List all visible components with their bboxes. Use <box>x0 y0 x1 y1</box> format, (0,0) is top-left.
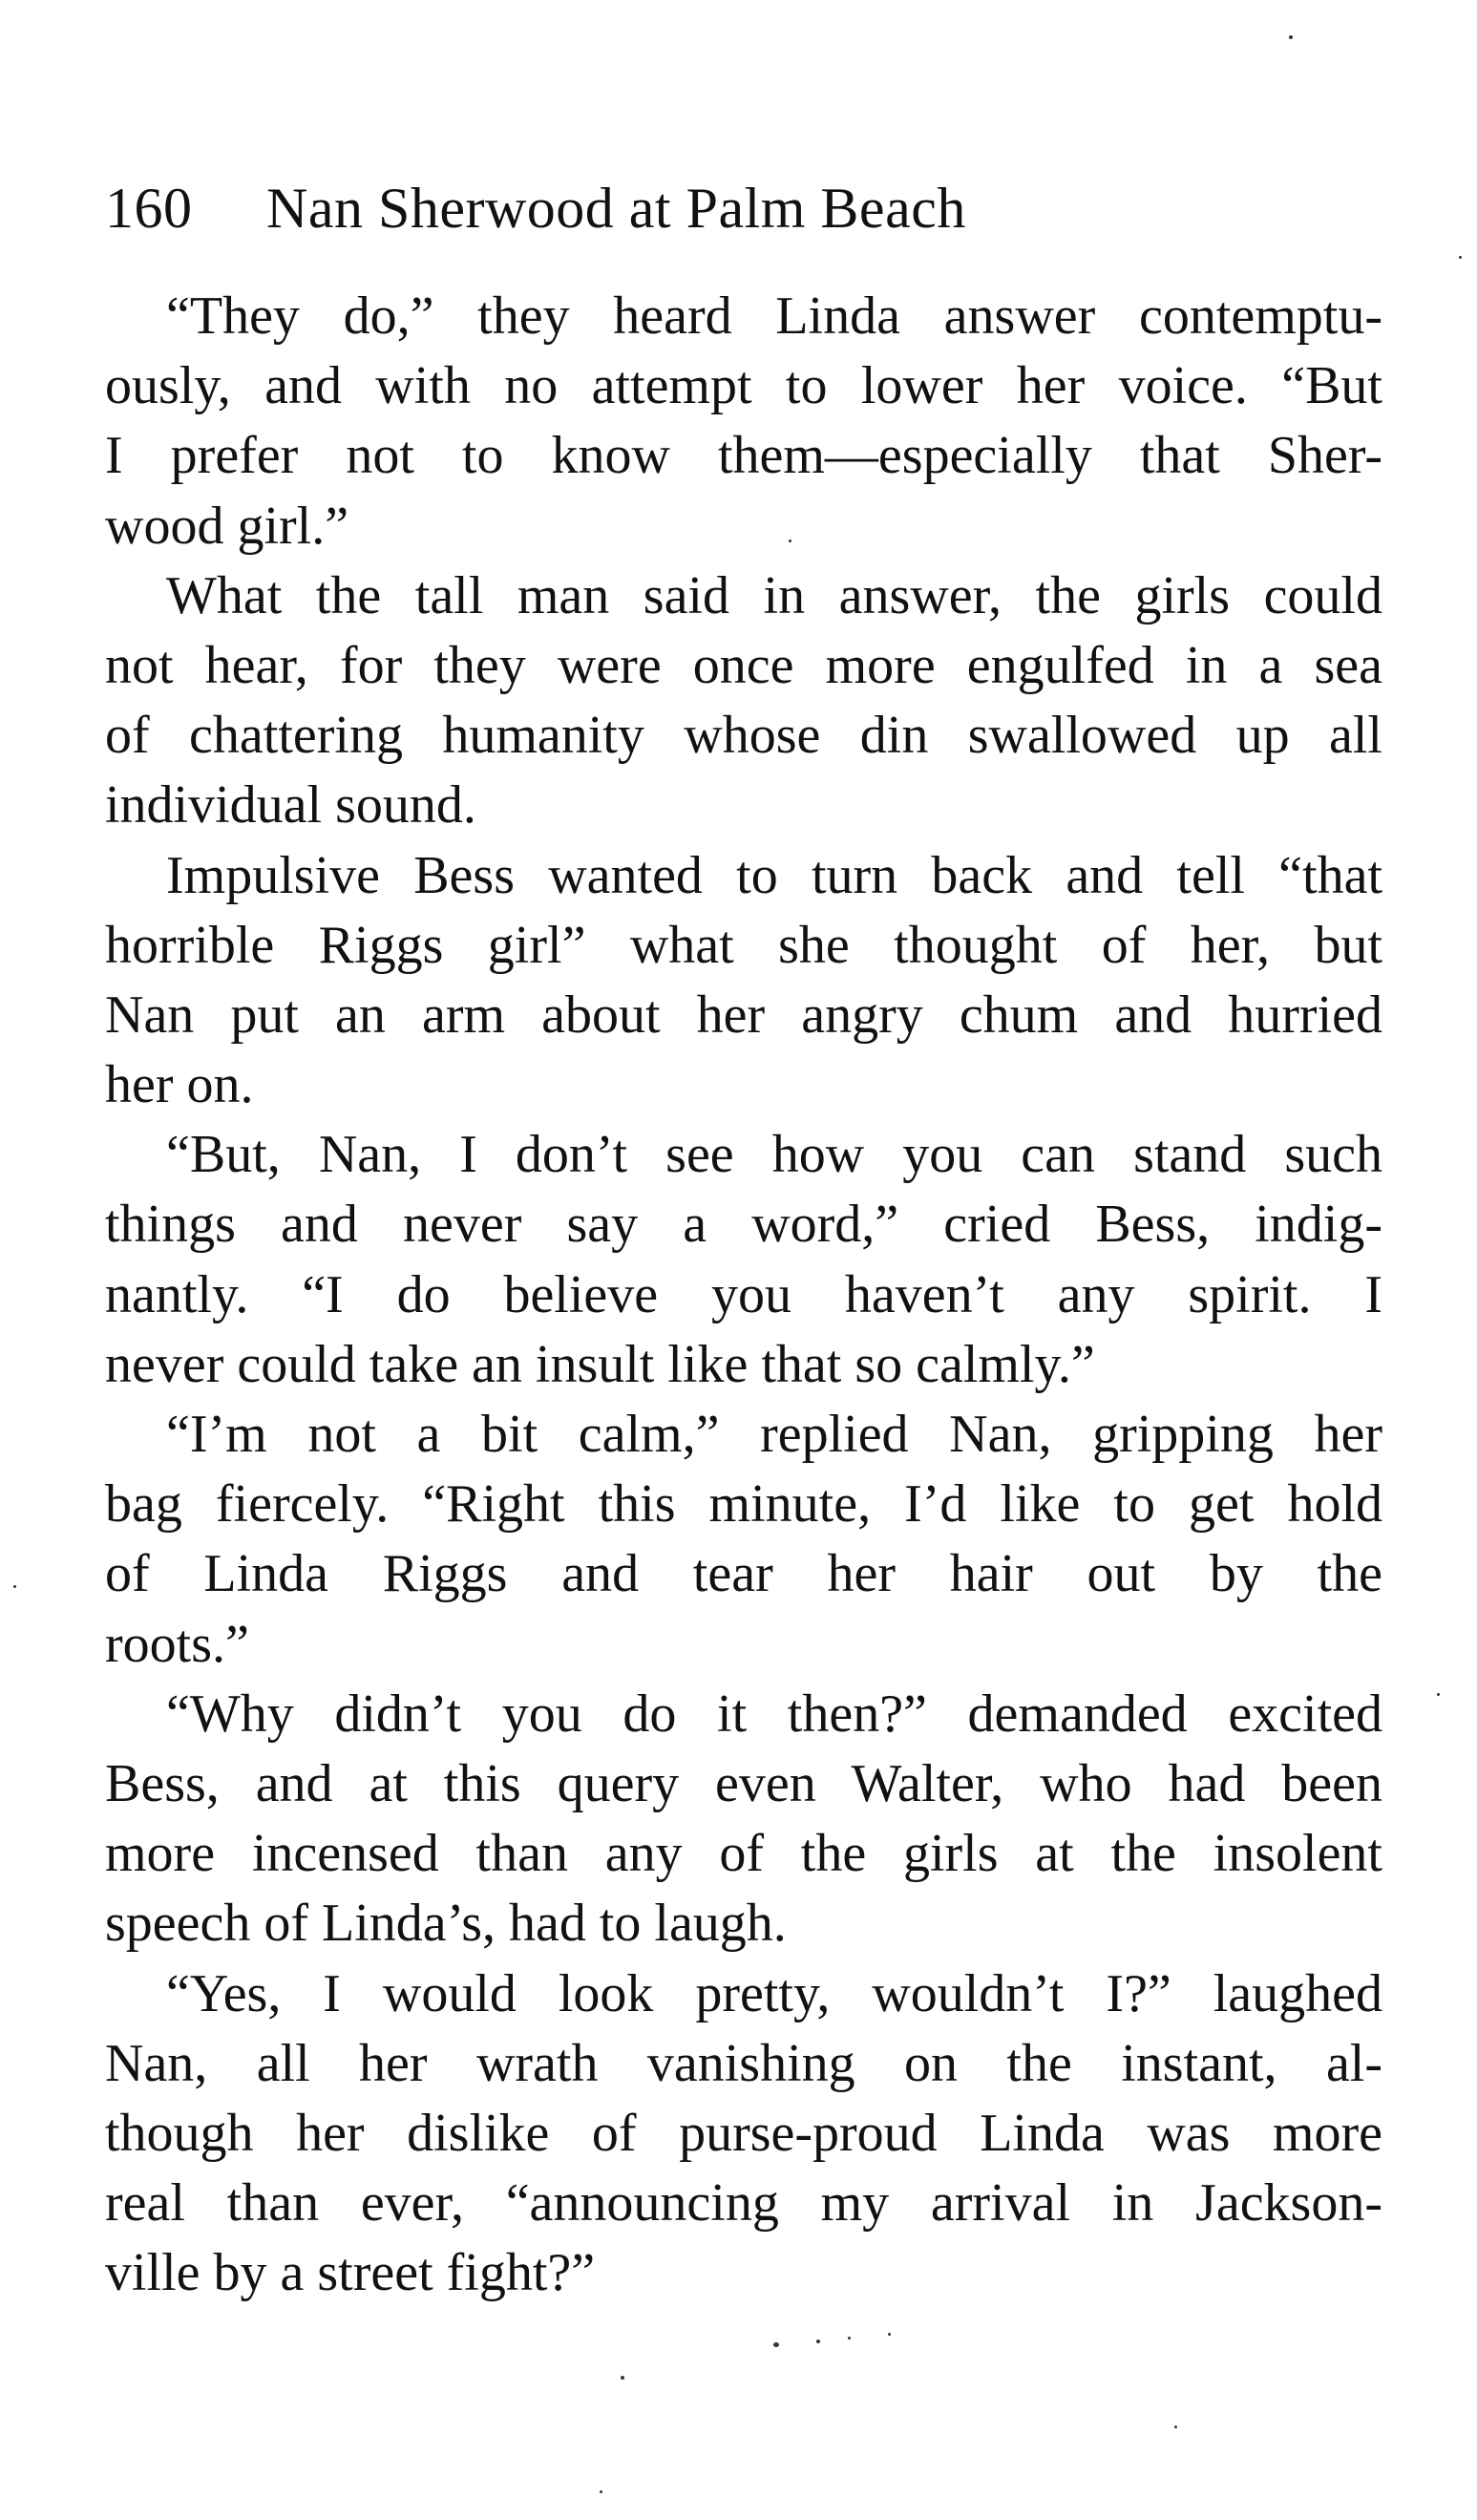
text-line: “But, Nan, I don’t see how you can stand such <box>166 1125 1382 1185</box>
scan-speck <box>773 2342 779 2347</box>
text-line: things and never say a word,” cried Bess, indig- <box>105 1195 1382 1255</box>
text-line: nantly. “I do believe you haven’t any spirit. I <box>105 1264 1382 1324</box>
paragraph-5 <box>105 1400 1382 1680</box>
running-head-title: Nan Sherwood at Palm Beach <box>266 177 966 240</box>
text-line: speech of Linda’s, had to laugh. <box>105 1894 787 1954</box>
text-line: Nan, all her wrath vanishing on the instant, al- <box>105 2033 1382 2093</box>
body-text <box>105 282 1382 2308</box>
text-line: of Linda Riggs and tear her hair out by the <box>105 1544 1382 1604</box>
scan-speck <box>1174 2425 1177 2428</box>
text-line: never could take an insult like that so calmly.” <box>105 1334 1095 1394</box>
scan-speck <box>1459 256 1462 259</box>
text-line: Nan put an arm about her angry chum and hurried <box>105 985 1382 1045</box>
text-line: more incensed than any of the girls at the insolent <box>105 1824 1382 1884</box>
text-line: wood girl.” <box>105 496 349 556</box>
scan-speck <box>600 2490 602 2493</box>
text-line: “I’m not a bit calm,” replied Nan, gripping her <box>166 1405 1382 1464</box>
paragraph-4 <box>105 1120 1382 1400</box>
text-line: “They do,” they heard Linda answer contemptu- <box>166 286 1382 346</box>
scan-speck <box>789 540 791 542</box>
text-line: Bess, and at this query even Walter, who had been <box>105 1753 1382 1813</box>
text-line: of chattering humanity whose din swallowed up all <box>105 706 1382 766</box>
text-line: individual sound. <box>105 775 476 836</box>
text-line: horrible Riggs girl” what she thought of her, but <box>105 915 1382 975</box>
text-line: bag fiercely. “Right this minute, I’d like to get hold <box>105 1474 1382 1535</box>
paragraph-6 <box>105 1680 1382 1959</box>
page-number: 160 <box>105 177 193 240</box>
paragraph-1 <box>105 282 1382 561</box>
text-line: her on. <box>105 1055 254 1115</box>
scan-speck <box>13 1585 16 1588</box>
text-line: though her dislike of purse-proud Linda was more <box>105 2103 1382 2163</box>
scan-speck <box>816 2340 820 2343</box>
text-line: “Why didn’t you do it then?” demanded excited <box>166 1684 1382 1744</box>
text-line: roots.” <box>105 1614 249 1674</box>
text-line: Impulsive Bess wanted to turn back and tell “that <box>166 845 1382 905</box>
text-line: real than ever, “announcing my arrival in Jackson- <box>105 2173 1382 2234</box>
scan-speck <box>1437 1693 1440 1696</box>
scan-speck <box>1289 35 1293 39</box>
paragraph-3 <box>105 841 1382 1121</box>
text-line: not hear, for they were once more engulfed in a sea <box>105 635 1382 695</box>
text-line: “Yes, I would look pretty, wouldn’t I?” laughed <box>166 1963 1382 2023</box>
scan-speck <box>621 2376 624 2380</box>
running-head <box>105 170 1375 246</box>
text-line: I prefer not to know them—especially that Sher- <box>105 426 1382 486</box>
paragraph-2 <box>105 561 1382 841</box>
scan-speck <box>888 2333 891 2336</box>
scan-speck <box>848 2337 851 2340</box>
paragraph-7 <box>105 1959 1382 2309</box>
text-line: ville by a street fight?” <box>105 2243 596 2303</box>
text-line: ously, and with no attempt to lower her voice. “But <box>105 356 1382 416</box>
text-line: What the tall man said in answer, the girls could <box>166 565 1382 625</box>
